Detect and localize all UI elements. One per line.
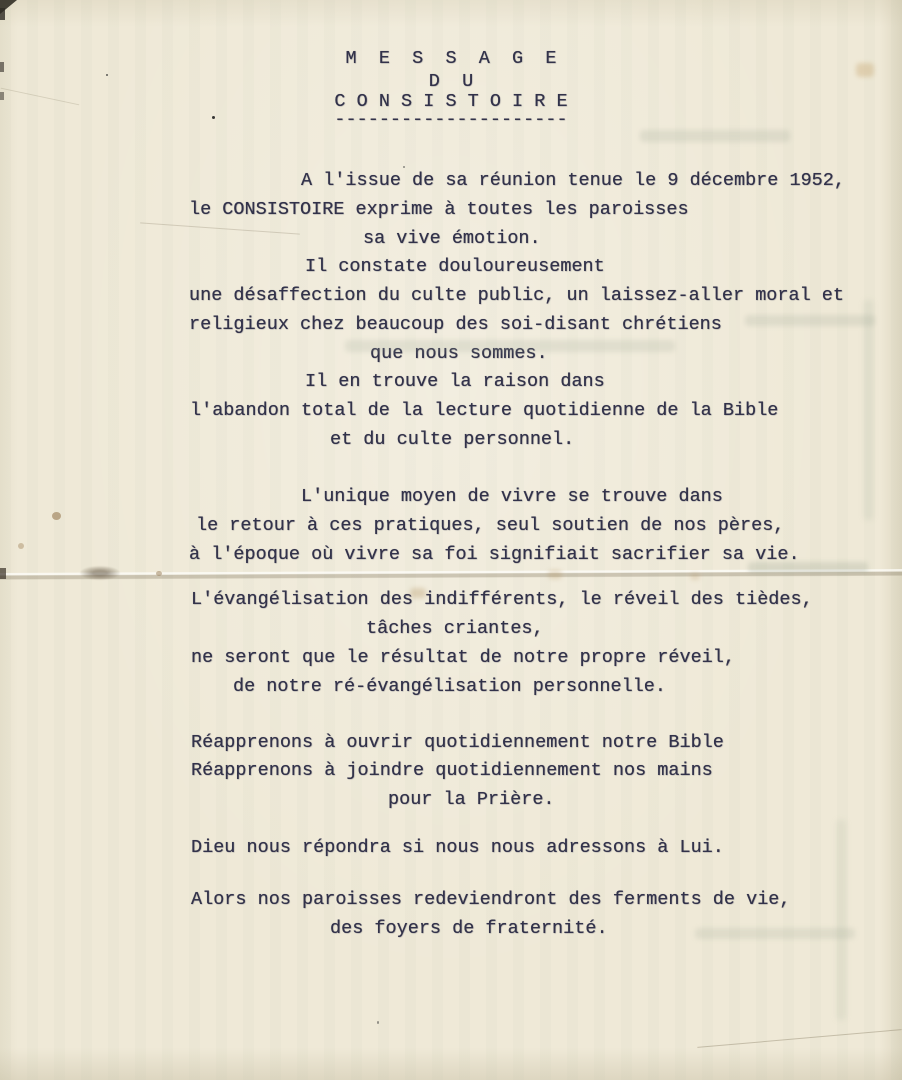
title-underline: --------------------- xyxy=(334,109,568,130)
crease-stain xyxy=(80,566,120,580)
document-title-line-1: M E S S A G E xyxy=(345,48,557,69)
bleed-through-smudge xyxy=(640,130,790,142)
text-line: l'abandon total de la lecture quotidienne de la Bible xyxy=(190,400,779,421)
text-line: le CONSISTOIRE exprime à toutes les paroisses xyxy=(189,199,689,220)
stain-spot xyxy=(690,573,700,580)
text-line: tâches criantes, xyxy=(366,618,544,639)
stain-spot xyxy=(156,571,162,576)
text-line: que nous sommes. xyxy=(370,343,548,364)
text-line: le retour à ces pratiques, seul soutien de nos pères, xyxy=(196,515,785,536)
text-line: Réapprenons à ouvrir quotidiennement notre Bible xyxy=(191,732,724,753)
fold-crease xyxy=(0,569,902,582)
text-line: Il constate douloureusement xyxy=(305,256,605,277)
text-line: ne seront que le résultat de notre propre réveil, xyxy=(191,647,735,668)
text-line: sa vive émotion. xyxy=(363,228,541,249)
bleed-through-smudge xyxy=(836,820,846,1020)
document-title-line-3: C O N S I S T O I R E xyxy=(334,91,568,112)
scratch-line xyxy=(697,1029,901,1048)
text-line: de notre ré-évangélisation personnelle. xyxy=(233,676,666,697)
edge-mark xyxy=(0,8,5,20)
scratch-line xyxy=(140,222,300,234)
text-line: et du culte personnel. xyxy=(330,429,575,450)
text-line: Réapprenons à joindre quotidiennement nos mains xyxy=(191,760,713,781)
text-line: Alors nos paroisses redeviendront des ferments de vie, xyxy=(191,889,791,910)
text-line: A l'issue de sa réunion tenue le 9 décembre 1952, xyxy=(301,170,845,191)
edge-mark xyxy=(0,568,6,579)
bleed-through-smudge xyxy=(864,300,873,520)
text-line: L'unique moyen de vivre se trouve dans xyxy=(301,486,723,507)
text-line: pour la Prière. xyxy=(388,789,555,810)
paper-corner-mark xyxy=(0,0,17,14)
bleed-through-smudge xyxy=(695,928,855,939)
bleed-through-smudge xyxy=(745,315,875,326)
text-line: à l'époque où vivre sa foi signifiait sacrifier sa vie. xyxy=(189,544,800,565)
text-line: Dieu nous répondra si nous nous adressons à Lui. xyxy=(191,837,724,858)
stain-spot xyxy=(548,570,562,579)
ink-speck xyxy=(377,1021,379,1024)
ink-speck xyxy=(403,166,405,168)
text-line: Il en trouve la raison dans xyxy=(305,371,605,392)
stain-spot xyxy=(18,543,24,549)
text-line: des foyers de fraternité. xyxy=(330,918,608,939)
text-line: L'évangélisation des indifférents, le réveil des tièdes, xyxy=(191,589,813,610)
stain-spot xyxy=(52,512,61,520)
text-line: religieux chez beaucoup des soi-disant chrétiens xyxy=(189,314,722,335)
text-line: une désaffection du culte public, un laissez-aller moral et xyxy=(189,285,845,306)
document-title-line-2: D U xyxy=(428,71,474,92)
